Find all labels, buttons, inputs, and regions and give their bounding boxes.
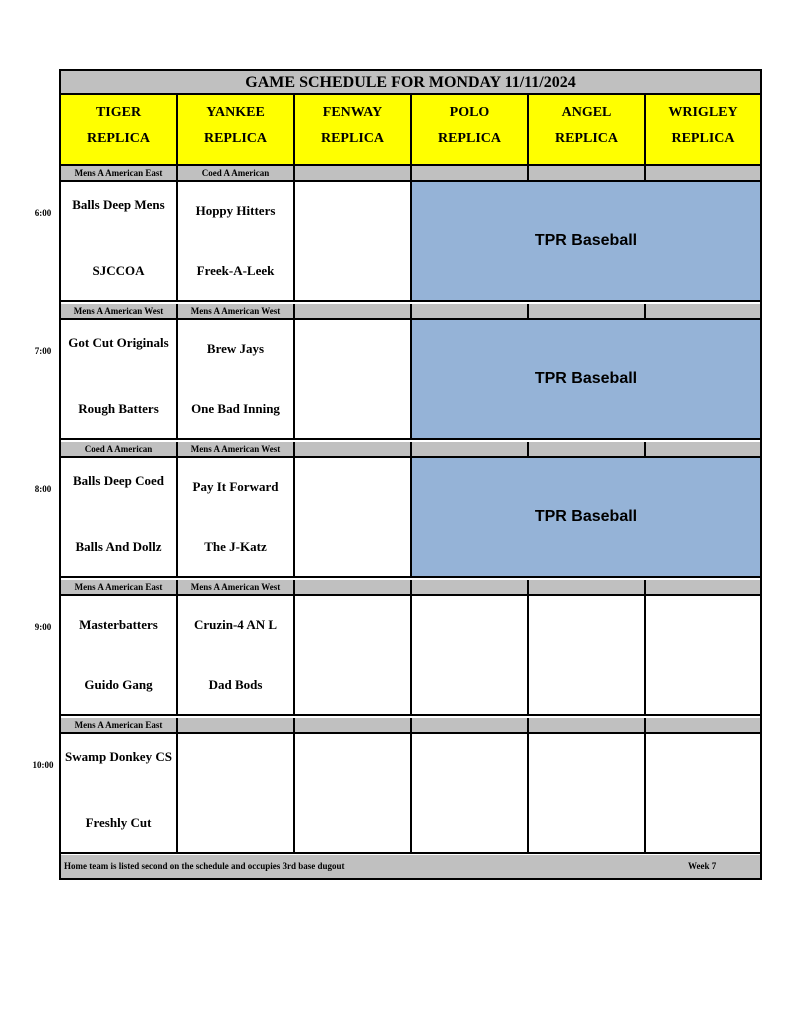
field-subtitle: REPLICA: [671, 131, 735, 146]
game-cell: [61, 734, 178, 854]
away-team: Swamp Donkey CS: [65, 749, 172, 764]
home-team: Guido Gang: [84, 677, 153, 692]
game-cell: [178, 320, 295, 440]
game-cell: [178, 458, 295, 578]
division-label: [295, 442, 412, 458]
away-team: Balls Deep Coed: [73, 473, 164, 488]
field-name: TIGER: [95, 105, 142, 120]
field-header-polo: [412, 95, 529, 166]
time-label: 7:00: [34, 346, 52, 356]
week-label: Week 7: [688, 861, 717, 871]
division-label: [178, 718, 295, 734]
reserved-block: [412, 458, 760, 578]
away-team: Cruzin-4 AN L: [193, 617, 278, 632]
game-cell: [295, 734, 412, 854]
division-label: [646, 442, 760, 458]
reserved-block: [412, 182, 760, 302]
footer-bar: [61, 855, 760, 878]
game-cell: [295, 320, 412, 440]
division-label: Mens A American West: [178, 580, 295, 596]
away-team: Balls Deep Mens: [72, 197, 165, 212]
reserved-label: TPR Baseball: [534, 232, 638, 249]
reserved-label: TPR Baseball: [534, 370, 638, 387]
game-cell: [295, 458, 412, 578]
field-name: ANGEL: [561, 105, 612, 120]
division-label: [295, 718, 412, 734]
reserved-label: TPR Baseball: [534, 508, 638, 525]
division-label: [646, 166, 760, 182]
division-label: [295, 580, 412, 596]
division-label: [529, 718, 646, 734]
field-name: WRIGLEY: [668, 105, 738, 120]
game-cell: [295, 182, 412, 302]
home-team: SJCCOA: [92, 263, 145, 278]
home-team: One Bad Inning: [191, 401, 280, 416]
game-cell: [529, 596, 646, 716]
game-cell: [412, 596, 529, 716]
field-subtitle: REPLICA: [320, 131, 384, 146]
game-cell: [412, 734, 529, 854]
away-team: Got Cut Originals: [68, 335, 169, 350]
game-cell: [61, 182, 178, 302]
division-label: [646, 718, 760, 734]
game-cell: [61, 320, 178, 440]
game-cell: [646, 596, 760, 716]
division-label: Mens A American West: [61, 304, 178, 320]
home-team: Freshly Cut: [85, 815, 152, 830]
field-name: YANKEE: [206, 105, 265, 120]
game-cell: [295, 596, 412, 716]
division-label: [412, 166, 529, 182]
division-label: [529, 304, 646, 320]
field-subtitle: REPLICA: [86, 131, 150, 146]
schedule-table: [59, 69, 762, 880]
home-team: Rough Batters: [78, 401, 159, 416]
division-label: Mens A American East: [61, 718, 178, 734]
division-label: Mens A American East: [61, 166, 178, 182]
division-label: [646, 304, 760, 320]
game-cell: [61, 458, 178, 578]
division-label: [529, 442, 646, 458]
away-team: Brew Jays: [206, 341, 265, 356]
field-header-yankee: [178, 95, 295, 166]
division-label: [412, 580, 529, 596]
away-team: Masterbatters: [79, 617, 158, 632]
home-team: Freek-A-Leek: [196, 263, 275, 278]
division-label: Coed A American: [61, 442, 178, 458]
game-cell: [178, 182, 295, 302]
division-label: Mens A American West: [178, 304, 295, 320]
division-label: Mens A American East: [61, 580, 178, 596]
division-label: Mens A American West: [178, 442, 295, 458]
time-label: 9:00: [34, 622, 52, 632]
game-cell: [178, 596, 295, 716]
field-subtitle: REPLICA: [554, 131, 618, 146]
division-label: [295, 166, 412, 182]
division-label: [412, 718, 529, 734]
division-label: [529, 580, 646, 596]
reserved-block: [412, 320, 760, 440]
game-cell: [178, 734, 295, 854]
field-name: FENWAY: [322, 105, 383, 120]
field-name: POLO: [449, 105, 490, 120]
division-label: Coed A American: [178, 166, 295, 182]
game-cell: [529, 734, 646, 854]
home-team: Balls And Dollz: [75, 539, 162, 554]
field-header-tiger: [61, 95, 178, 166]
division-label: [295, 304, 412, 320]
field-subtitle: REPLICA: [203, 131, 267, 146]
field-header-fenway: [295, 95, 412, 166]
away-team: Hoppy Hitters: [195, 203, 276, 218]
game-cell: [646, 734, 760, 854]
home-team: The J-Katz: [204, 539, 267, 554]
home-team: Dad Bods: [208, 677, 263, 692]
field-header-wrigley: [646, 95, 760, 166]
division-label: [646, 580, 760, 596]
away-team: Pay It Forward: [192, 479, 279, 494]
division-label: [412, 442, 529, 458]
field-header-angel: [529, 95, 646, 166]
footer-note: Home team is listed second on the schedule and occupies 3rd base dugout: [64, 861, 345, 871]
time-label: 8:00: [34, 484, 52, 494]
division-label: [412, 304, 529, 320]
schedule-title: GAME SCHEDULE FOR MONDAY 11/11/2024: [61, 71, 760, 95]
game-cell: [61, 596, 178, 716]
time-label: 6:00: [34, 208, 52, 218]
field-subtitle: REPLICA: [437, 131, 501, 146]
division-label: [529, 166, 646, 182]
time-label: 10:00: [32, 760, 54, 770]
